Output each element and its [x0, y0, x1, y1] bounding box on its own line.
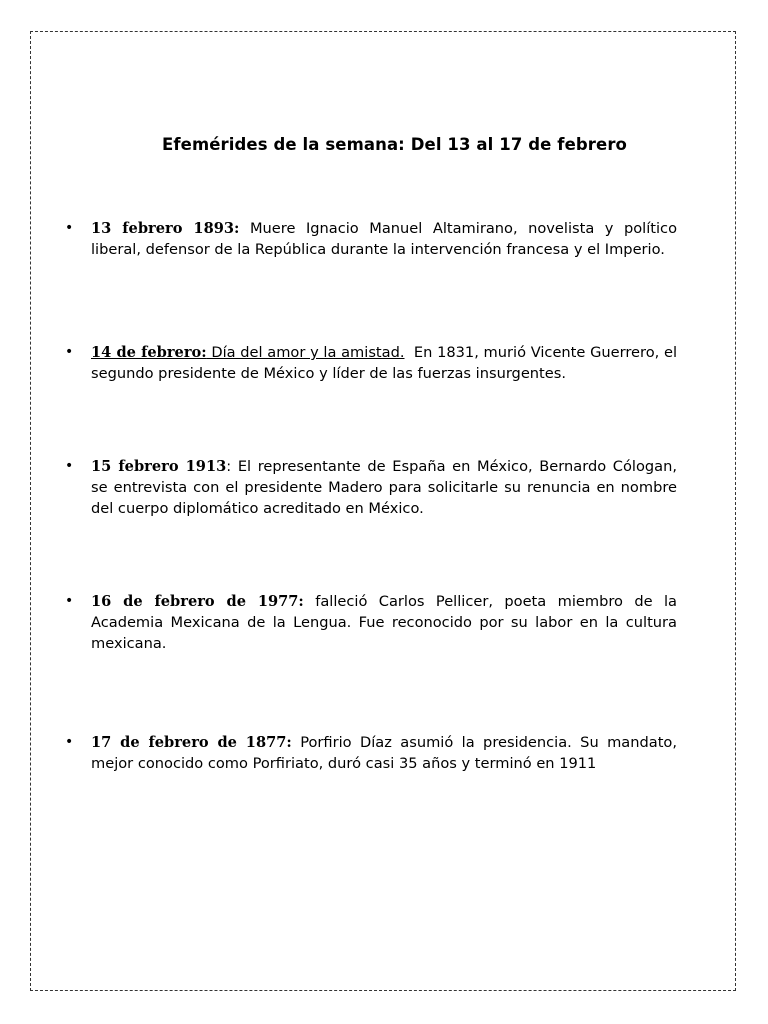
- bullet-icon: •: [65, 344, 74, 360]
- item-date: 14 de febrero:: [91, 344, 207, 361]
- item-date: 17 de febrero de 1877:: [91, 734, 292, 751]
- item-date: 16 de febrero de 1977:: [91, 593, 304, 610]
- item-text: Porfirio Díaz asumió la presidencia. Su mandato, mejor conocido como Porfiriato, duró casi 35 años y terminó en 1911: [91, 734, 677, 772]
- document-title: Efemérides de la semana: Del 13 al 17 de febrero: [162, 135, 627, 154]
- list-item: [65, 456, 677, 519]
- bullet-icon: •: [65, 734, 74, 750]
- bullet-icon: •: [65, 593, 74, 609]
- item-date: 15 febrero 1913: [91, 458, 227, 475]
- item-text: : El representante de España en México, Bernardo Cólogan, se entrevista con el presidente Madero para solicitarle su renuncia en nombre del cuerpo diplomático acreditado en México.: [91, 458, 677, 517]
- list-item: [65, 591, 678, 654]
- list-item: [65, 342, 682, 384]
- bullet-icon: •: [65, 220, 74, 236]
- item-highlight: Día del amor y la amistad.: [206, 344, 405, 361]
- item-text: Muere Ignacio Manuel Altamirano, novelista y político liberal, defensor de la República durante la intervención francesa y el Imperio.: [91, 220, 677, 258]
- item-text: En 1831, murió Vicente Guerrero, el segundo presidente de México y líder de las fuerzas insurgentes.: [91, 344, 682, 382]
- bullet-icon: •: [65, 458, 74, 474]
- item-date: 13 febrero 1893:: [91, 220, 240, 237]
- item-text: falleció Carlos Pellicer, poeta miembro de la Academia Mexicana de la Lengua. Fue reconocido por su labor en la cultura mexicana.: [91, 593, 678, 652]
- list-item: [65, 732, 677, 774]
- list-item: [65, 218, 677, 260]
